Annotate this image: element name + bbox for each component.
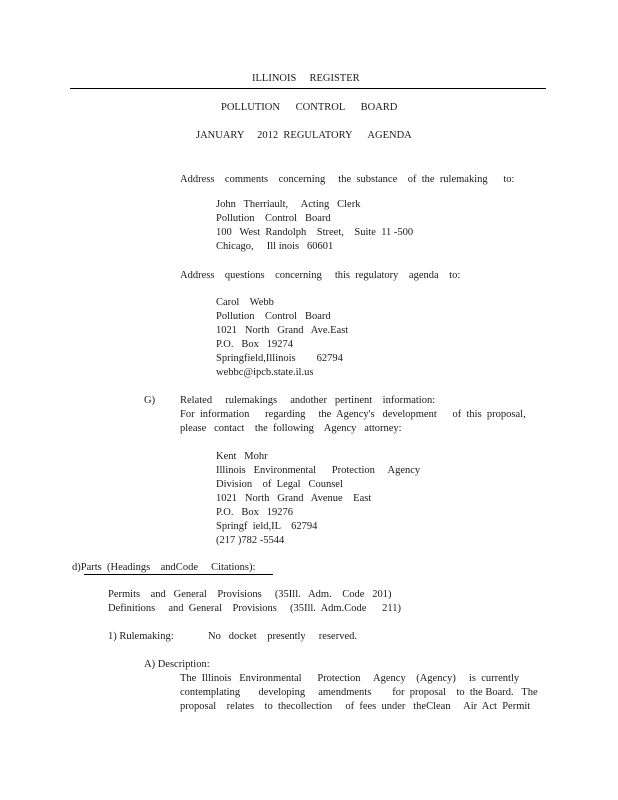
comments-line: 100 West Randolph Street, Suite 11 -500 xyxy=(216,227,414,238)
comments-line: Pollution Control Board xyxy=(216,213,331,224)
attorney-line: Division of Legal Counsel xyxy=(216,479,343,490)
parts-line: Definitions and General Provisions (35Ill. Adm.Code 211) xyxy=(108,603,401,614)
description-label: A) Description: xyxy=(144,659,210,670)
register-title: ILLINOIS REGISTER xyxy=(252,73,360,84)
header-rule xyxy=(70,88,546,89)
board-title: POLLUTION CONTROL BOARD xyxy=(221,102,398,113)
comments-line: Chicago, Ill inois 60601 xyxy=(216,241,334,252)
questions-line: 1021 North Grand Ave.East xyxy=(216,325,349,336)
section-g-line: please contact the following Agency attorney: xyxy=(180,423,402,434)
attorney-line: Springf ield,IL 62794 xyxy=(216,521,318,532)
rulemaking-label: 1) Rulemaking: xyxy=(108,631,174,642)
rulemaking-status: No docket presently reserved. xyxy=(208,631,357,642)
section-g-line: Related rulemakings andother pertinent information: xyxy=(180,395,436,406)
comments-intro: Address comments concerning the substance of the rulemaking to: xyxy=(180,174,515,185)
questions-line: webbc@ipcb.state.il.us xyxy=(216,367,314,378)
attorney-line: Illinois Environmental Protection Agency xyxy=(216,465,421,476)
description-line: proposal relates to thecollection of fees under theClean Air Act Permit xyxy=(180,701,531,712)
questions-line: Springfield,Illinois 62794 xyxy=(216,353,343,364)
attorney-line: P.O. Box 19276 xyxy=(216,507,294,518)
parts-line: Permits and General Provisions (35Ill. Adm. Code 201) xyxy=(108,589,392,600)
questions-line: Carol Webb xyxy=(216,297,274,308)
questions-line: P.O. Box 19274 xyxy=(216,339,294,350)
attorney-line: 1021 North Grand Avenue East xyxy=(216,493,372,504)
parts-heading-underline xyxy=(84,574,273,575)
questions-intro: Address questions concerning this regulatory agenda to: xyxy=(180,270,461,281)
section-g-line: For information regarding the Agency's development of this proposal, xyxy=(180,409,526,420)
questions-line: Pollution Control Board xyxy=(216,311,331,322)
comments-line: John Therriault, Acting Clerk xyxy=(216,199,361,210)
attorney-line: (217 )782 -5544 xyxy=(216,535,285,546)
section-g-marker: G) xyxy=(144,395,156,406)
description-line: contemplating developing amendments for proposal to the Board. The xyxy=(180,687,538,698)
agenda-title: JANUARY 2012 REGULATORY AGENDA xyxy=(196,130,412,141)
parts-heading: d)Parts (Headings andCode Citations): xyxy=(72,562,256,573)
attorney-line: Kent Mohr xyxy=(216,451,268,462)
description-line: The Illinois Environmental Protection Agency (Agency) is currently xyxy=(180,673,520,684)
